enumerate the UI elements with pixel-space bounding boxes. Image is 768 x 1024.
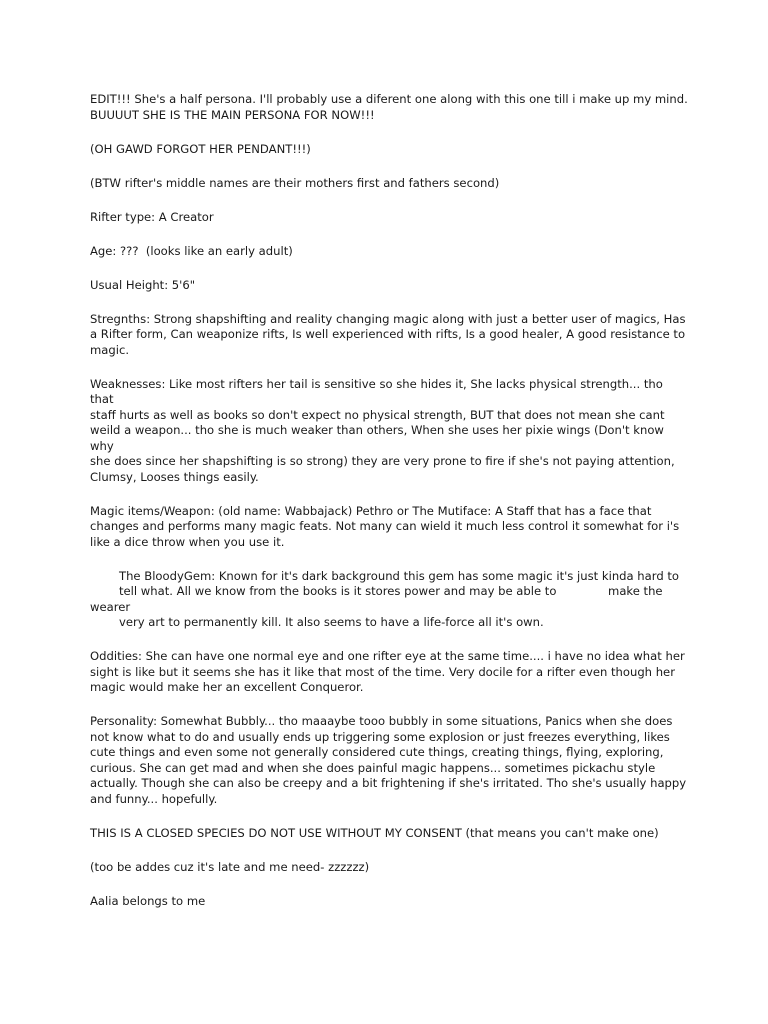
- text-line: Weaknesses: Like most rifters her tail is sensitive so she hides it, She lacks physical strength... tho that: [90, 376, 667, 406]
- text-line: Stregnths: Strong shapshifting and reality changing magic along with just a better user of magics, Has: [90, 311, 686, 326]
- paragraph: [90, 894, 690, 910]
- text-line: a Rifter form, Can weaponize rifts, Is well experienced with rifts, Is a good healer, A good resistance to: [90, 327, 686, 341]
- text-line: she does since her shapshifting is so strong) they are very prone to fire if she's not paying attention,: [90, 454, 675, 468]
- paragraph: [90, 860, 690, 876]
- paragraph: [90, 826, 690, 842]
- text-line: EDIT!!! She's a half persona. I'll probably use a diferent one along with this one till i make up my mind.: [90, 92, 688, 106]
- text-line: very art to permanently kill. It also seems to have a life-force all it's own.: [119, 615, 544, 629]
- text-line: Aalia belongs to me: [90, 893, 206, 908]
- text-line: sight is like but it seems she has it like that most of the time. Very docile for a rifter even though her: [90, 664, 675, 679]
- text-line: changes and performs many magic feats. Not many can wield it much less control it somewhat for i's: [90, 519, 680, 533]
- paragraph: [90, 210, 690, 226]
- text-line: Magic items/Weapon: (old name: Wabbajack) Pethro or The Mutiface: A Staff that has a face that: [90, 503, 652, 518]
- text-line: Rifter type: A Creator: [90, 209, 214, 224]
- text-line: (OH GAWD FORGOT HER PENDANT!!!): [90, 141, 311, 156]
- text-line: weild a weapon... tho she is much weaker than others, When she uses her pixie wings (Don't know why: [90, 423, 668, 453]
- text-line: actually. Though she can also be creepy and a bit frightening if she's irritated. Tho she's usually happy: [90, 776, 687, 790]
- paragraph: [90, 278, 690, 294]
- text-line: curious. She can get mad and when she does painful magic happens... sometimes pickachu style: [90, 760, 656, 775]
- paragraph: [90, 142, 690, 158]
- paragraph: [90, 312, 690, 359]
- text-line: like a dice throw when you use it.: [90, 534, 285, 549]
- text-line: cute things and even some not generally considered cute things, creating things, flying, exploring,: [90, 745, 664, 759]
- text-line: THIS IS A CLOSED SPECIES DO NOT USE WITHOUT MY CONSENT (that means you can't make one): [90, 825, 659, 840]
- text-line: Usual Height: 5'6": [90, 277, 196, 292]
- text-line: Oddities: She can have one normal eye and one rifter eye at the same time.... i have no idea what her: [90, 649, 685, 663]
- text-line: (too be addes cuz it's late and me need- zzzzzz): [90, 859, 370, 874]
- paragraph: [90, 176, 690, 192]
- paragraph: [90, 714, 690, 807]
- text-line: tell what. All we know from the books is it stores power and may be able to make the wearer: [90, 584, 667, 614]
- document-body: [90, 92, 690, 928]
- paragraph: [90, 649, 690, 696]
- paragraph: [90, 569, 690, 631]
- text-line: and funny... hopefully.: [90, 791, 218, 806]
- text-line: magic.: [90, 342, 130, 357]
- paragraph: [90, 92, 690, 123]
- text-line: Personality: Somewhat Bubbly... tho maaaybe tooo bubbly in some situations, Panics when she does: [90, 714, 673, 728]
- text-line: staff hurts as well as books so don't expect no physical strength, BUT that does not mean she cant: [90, 407, 665, 422]
- text-line: The BloodyGem: Known for it's dark background this gem has some magic it's just kinda hard to: [119, 568, 680, 583]
- text-line: (BTW rifter's middle names are their mothers first and fathers second): [90, 175, 500, 190]
- paragraph: [90, 377, 690, 486]
- paragraph: [90, 504, 690, 551]
- text-line: Clumsy, Looses things easily.: [90, 469, 259, 484]
- text-line: BUUUUT SHE IS THE MAIN PERSONA FOR NOW!!!: [90, 107, 375, 122]
- text-line: magic would make her an excellent Conqueror.: [90, 680, 364, 694]
- text-line: not know what to do and usually ends up triggering some explosion or just freezes everything, likes: [90, 729, 670, 744]
- text-line: Age: ??? (looks like an early adult): [90, 243, 293, 258]
- paragraph: [90, 244, 690, 260]
